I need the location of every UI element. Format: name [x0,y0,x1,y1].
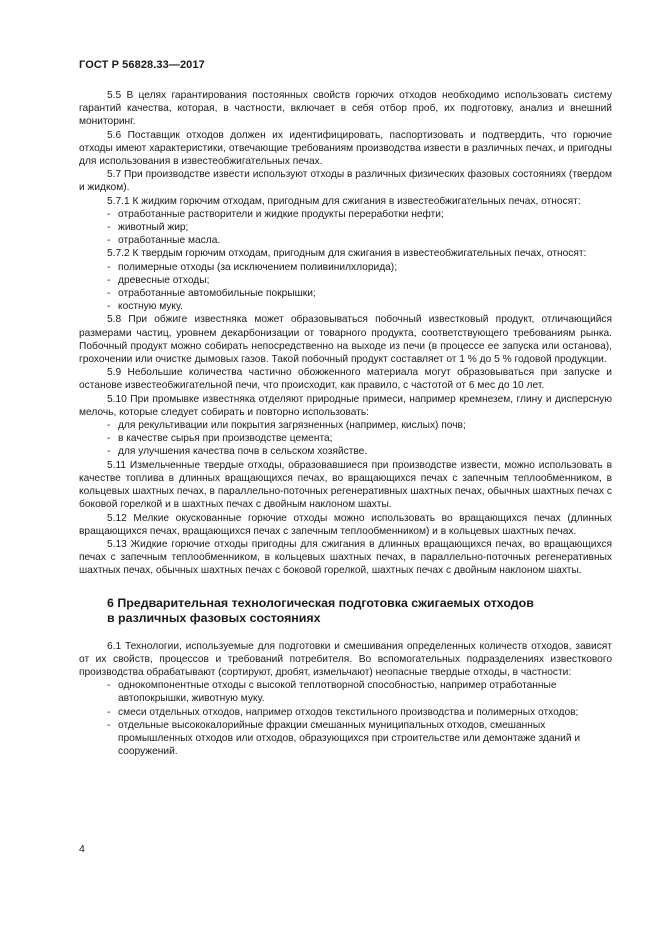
paragraph-5-5: 5.5 В целях гарантирования постоянных свойств горючих отходов необходимо использовать систему гарантий качества, которая, в частности, включает в себя отбор проб, их подготовку, анализ и внешний мониторинг. [79,90,612,128]
list-item: - животный жир; [107,222,189,234]
section-6-title-line-1: 6 Предварительная технологическая подготовка сжигаемых отходов [107,595,534,610]
list-item: - отработанные масла. [107,235,221,247]
list-item: - полимерные отходы (за исключением поливинилхлорида); [107,261,398,273]
page-number: 4 [79,843,85,855]
paragraph-5-7-1: 5.7.1 К жидким горючим отходам, пригодным для сжигания в известеобжигательных печах, относят: [107,195,581,207]
list-item: - костную муку. [107,301,183,313]
paragraph-5-12: 5.12 Мелкие окускованные горючие отходы можно использовать во вращающихся печах (длинных вращающихся печах, вращающихся печах с запечным теплообменником) и в кольцевых шахтных печах. [79,512,612,537]
list-item: - древесные отходы; [107,274,210,286]
paragraph-5-9: 5.9 Небольшие количества частично обожженного материала могут образовываться при запуске и останове известеобжигательной печи, что происходит, как правило, с частотой от 6 мес до 10 лет. [79,367,612,392]
paragraph-5-13: 5.13 Жидкие горючие отходы пригодны для сжигания в длинных вращающихся печах, во вращающихся печах с запечным теплообменником, в кольцевых шахтных печах, в параллельно-поточных регенеративных шахтных печах, обычных шахтных печах с боковой горелкой, шахтных печах с двойным наклоном шахты. [79,538,612,577]
page-body [79,89,612,758]
paragraph-6-1: 6.1 Технологии, используемые для подготовки и смешивания определенных количеств отходов, зависят от их свойств, процессов и требований потребителя. Во вспомогательных подразделениях известкового производства обрабатывают (сортируют, дробят, измельчают) неопасные твердые отходы, в частности: [79,640,612,678]
list-item: - отработанные растворители и жидкие продукты переработки нефти; [107,208,444,220]
paragraph-5-8: 5.8 При обжиге известняка может образовываться побочный известковый продукт, отличающийся размерами частиц, уровнем декарбонизации от товарного продукта, соответствующего требованиям рынка. Побочный продукт можно собирать непосредственно на выходе из печи (в процессе ее запуска или останова), грохочении или очистке дымовых газов. Такой побочный продукт составляет от 1 % до 5 % годовой продукции. [79,314,612,366]
paragraph-5-7-2: 5.7.2 К твердым горючим отходам, пригодным для сжигания в известеобжигательных печах, относят: [107,248,587,260]
list-item: - для рекультивации или покрытия загрязненных (например, кислых) почв; [107,420,466,432]
list-item: - отдельные высококалорийные фракции смешанных муниципальных отходов, смешанных промышленных отходов или отходов, образующихся при строительстве или демонтаже зданий и сооружений. [107,719,581,758]
section-6-title-line-2: в различных фазовых состояниях [107,611,321,626]
paragraph-5-7: 5.7 При производстве извести используют отходы в различных физических фазовых состояниях (твердом и жидком). [79,169,612,194]
list-item: - в качестве сырья при производстве цемента; [107,433,333,445]
paragraph-5-10: 5.10 При промывке известняка отделяют природные примеси, например кремнезем, глину и дисперсную мелочь, которые следует собирать и повторно использовать: [79,393,612,418]
list-item: - отработанные автомобильные покрышки; [107,288,316,300]
paragraph-5-11: 5.11 Измельченные твердые отходы, образовавшиеся при производстве извести, можно использовать в качестве топлива в длинных вращающихся печах, во вращающихся печах с запечным теплообменником, в кольцевых шахтных печах, в параллельно-поточных регенеративных шахтных печах, обычных шахтных печах с боковой горелкой и в шахтных печах с двойным наклоном шахты. [79,459,612,511]
document-header: ГОСТ Р 56828.33—2017 [79,59,205,71]
paragraph-5-6: 5.6 Поставщик отходов должен их идентифицировать, паспортизовать и подтвердить, что горючие отходы имеют характеристики, отвечающие требованиям производства извести в различных печах, и пригодны для использования в известеобжигательных печах. [79,129,612,168]
list-item: - однокомпонентные отходы с высокой теплотворной способностью, например отработанные автопокрышки, животную муку. [107,680,557,705]
list-item: - для улучшения качества почв в сельском хозяйстве. [107,446,368,458]
list-item: - смеси отдельных отходов, например отходов текстильного производства и полимерных отходов; [107,706,579,718]
section-6-heading [79,596,612,627]
